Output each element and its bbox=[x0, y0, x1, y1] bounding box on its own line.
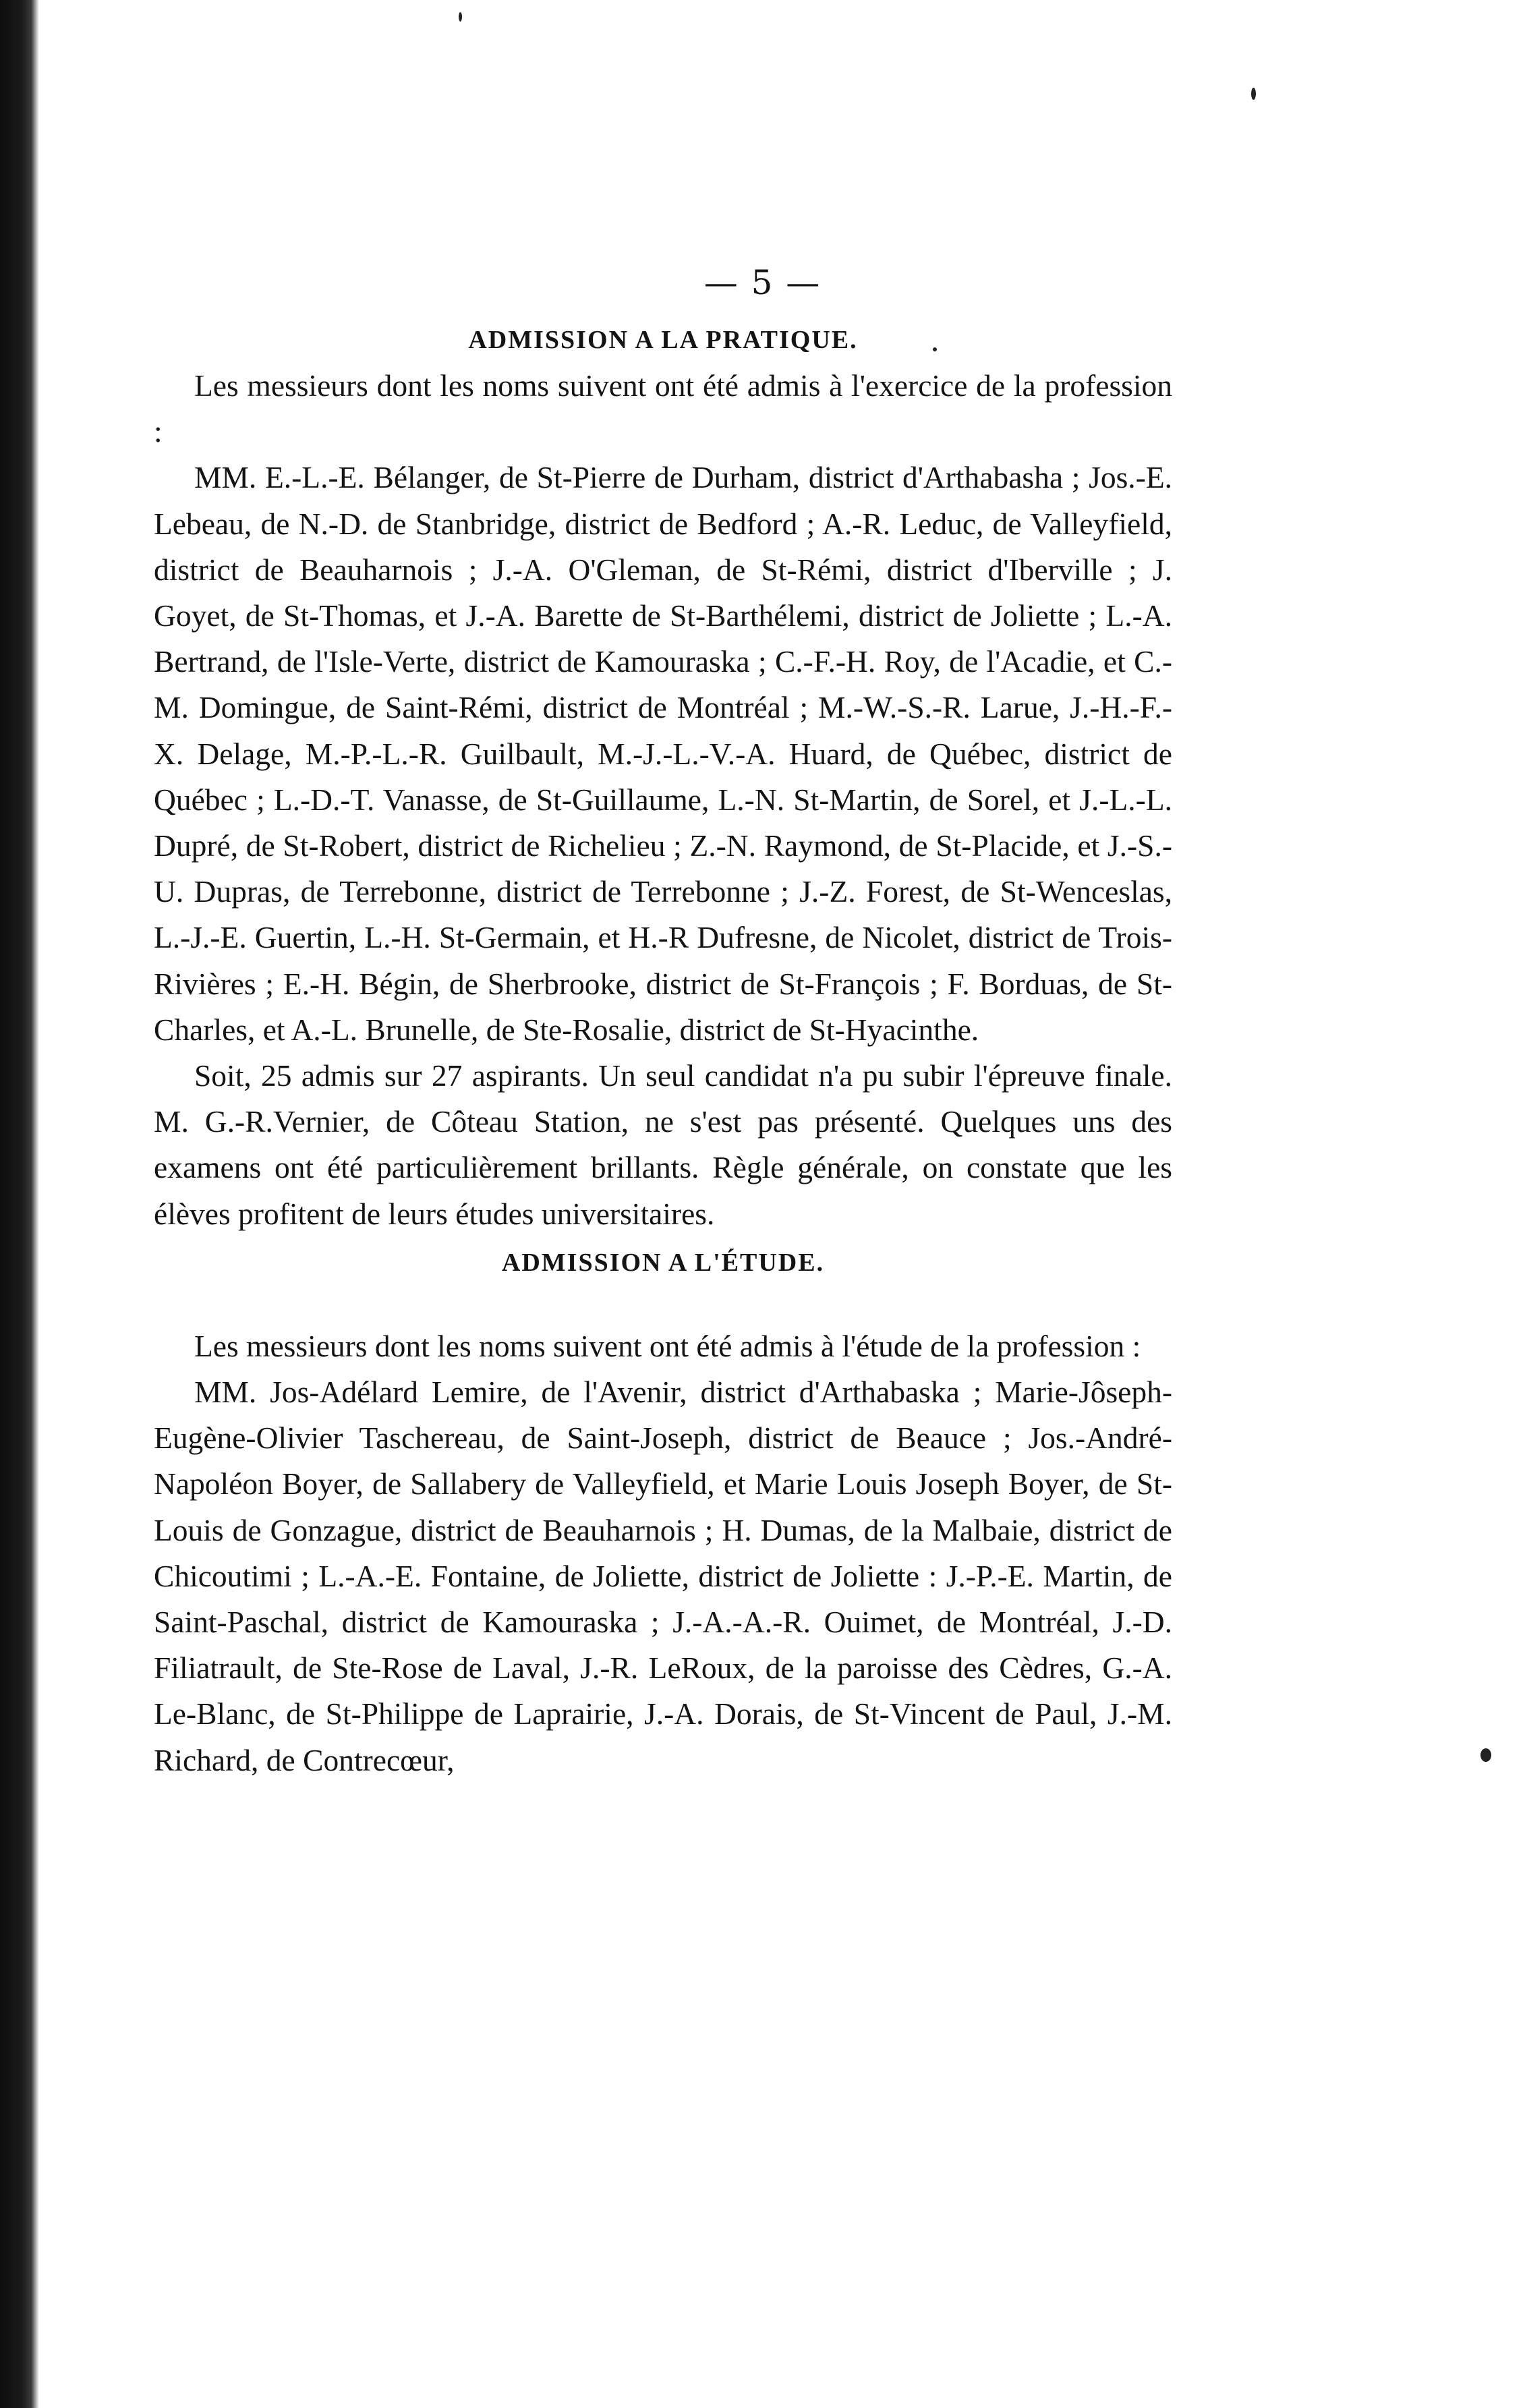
admitted-list-etude: MM. Jos-Adélard Lemire, de l'Avenir, district d'Arthabaska ; Marie-Jôseph-Eugène-Olivier Taschereau, de Saint-Joseph, district de Beauce ; Jos.-André-Napoléon Boyer, de Sallabery de Valleyfield, et Marie Louis Joseph Boyer, de St-Louis de Gonzague, district de Beauharnois ; H. Dumas, de la Malbaie, district de Chicoutimi ; L.-A.-E. Fontaine, de Joliette, district de Joliette : J.-P.-E. Martin, de Saint-Paschal, district de Kamouraska ; J.-A.-A.-R. Ouimet, de Montréal, J.-D. Filiatrault, de Ste-Rose de Laval, J.-R. LeRoux, de la paroisse des Cèdres, G.-A. Le-Blanc, de St-Philippe de Laprairie, J.-A. Dorais, de St-Vincent de Paul, J.-M. Richard, de Contrecœur, bbox=[154, 1375, 1172, 1777]
section-intro-pratique: Les messieurs dont les noms suivent ont été admis à l'exercice de la profession : bbox=[154, 368, 1172, 449]
page-number: — 5 — bbox=[703, 263, 822, 302]
binding-edge bbox=[0, 0, 39, 2408]
ink-speck bbox=[1251, 88, 1256, 100]
page-body bbox=[154, 317, 1172, 1783]
section-heading-pratique: ADMISSION A LA PRATIQUE. bbox=[468, 326, 858, 354]
admission-summary: Soit, 25 admis sur 27 aspirants. Un seul candidat n'a pu subir l'épreuve finale. M. G.-R.Vernier, de Côteau Station, ne s'est pas présenté. Quelques uns des examens ont été particulièrement brillants. Règle générale, on constate que les élèves profitent de leurs études universitaires. bbox=[154, 1058, 1172, 1231]
section-intro-etude: Les messieurs dont les noms suivent ont été admis à l'étude de la profession : bbox=[194, 1328, 1141, 1363]
ink-speck bbox=[1480, 1748, 1491, 1762]
admitted-list-pratique: MM. E.-L.-E. Bélanger, de St-Pierre de Durham, district d'Arthabasha ; Jos.-E. Lebeau, de N.-D. de Stanbridge, district de Bedford ; A.-R. Leduc, de Valleyfield, district de Beauharnois ; J.-A. O'Gleman, de St-Rémi, district d'Iberville ; J. Goyet, de St-Thomas, et J.-A. Barette de St-Barthélemi, district de Joliette ; L.-A. Bertrand, de l'Isle-Verte, district de Kamouraska ; C.-F.-H. Roy, de l'Acadie, et C.-M. Domingue, de Saint-Rémi, district de Montréal ; M.-W.-S.-R. Larue, J.-H.-F.-X. Delage, M.-P.-L.-R. Guilbault, M.-J.-L.-V.-A. Huard, de Québec, district de Québec ; L.-D.-T. Vanasse, de St-Guillaume, L.-N. St-Martin, de Sorel, et J.-L.-L. Dupré, de St-Robert, district de Richelieu ; Z.-N. Raymond, de St-Placide, et J.-S.-U. Dupras, de Terrebonne, district de Terrebonne ; J.-Z. Forest, de St-Wenceslas, L.-J.-E. Guertin, L.-H. St-Germain, et H.-R Dufresne, de Nicolet, district de Trois-Rivières ; E.-H. Bégin, de Sherbrooke, district de St-François ; F. Borduas, de St-Charles, et A.-L. Brunelle, de Ste-Rosalie, district de St-Hyacinthe. bbox=[154, 460, 1172, 1047]
ink-speck bbox=[459, 12, 462, 22]
section-heading-etude: ADMISSION A L'ÉTUDE. bbox=[501, 1248, 825, 1277]
